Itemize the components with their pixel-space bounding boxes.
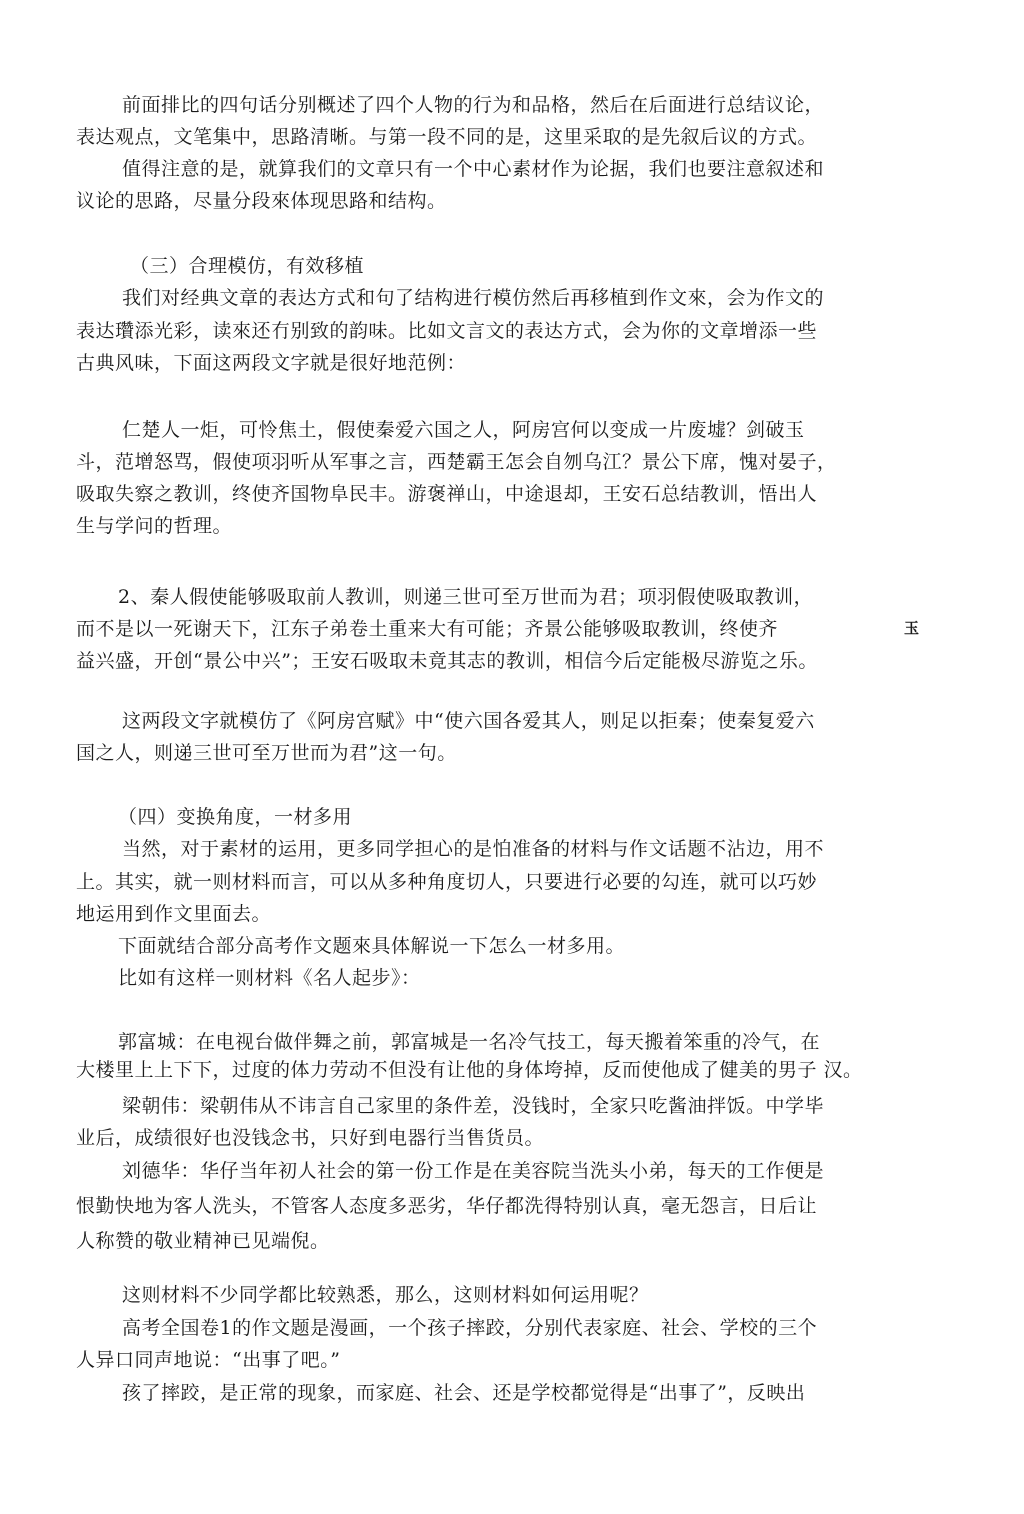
text-line: 国之人，则递三世可至万世而为君”这一句。 (76, 742, 457, 764)
text-line: 2、秦人假使能够吸取前人教训，则递三世可至万世而为君；项羽假使吸取教训， (118, 586, 814, 608)
text-line: 业后，成绩很好也没钱念书，只好到电器行当售货员。 (76, 1127, 545, 1149)
section-heading: （四）变换角度，一材多用 (118, 806, 353, 828)
text-line: 我们对经典文章的表达方式和句了结构进行模仿然后再移植到作文來，会为作文的 (122, 287, 825, 309)
text-line: 这则材料不少同学都比较熟悉，那么，这则材料如何运用呢？ (122, 1284, 649, 1306)
text-line: 益兴盛，开创“景公中兴”；王安石吸取未竟其志的教训，相信今后定能极尽游览之乐。 (76, 650, 818, 672)
text-line: 表达瓚添光彩，读來还冇别致的韵味。比如文言文的表达方式，会为你的文章增添一些 (76, 320, 818, 342)
text-line: 上。其实，就一则材料而言，可以从多种角度切人，只要进行必要的勾连，就可以巧妙 (76, 871, 818, 893)
text-line: 刘德华：华仔当年初人社会的第一份工作是在美容院当洗头小弟，每天的工作便是 (122, 1160, 825, 1182)
text-line: 比如有这样一则材料《名人起步》： (118, 967, 421, 989)
text-line: 大楼里上上下下，过度的体力劳动不但没有让他的身体垮掉，反而使他成了健美的男子 汉。 (76, 1059, 863, 1081)
text-line: 当然，对于素材的运用，更多同学担心的是怕准备的材料与作文话题不沾边，用不 (122, 838, 825, 860)
text-line: 仁楚人一炬，可怜焦土，假使秦爱六国之人，阿房宫何以变成一片废墟？剑破玉 (122, 419, 805, 441)
text-line: 表达观点，文笔集中，思路清晰。与第一段不同的是，这里采取的是先叙后议的方式。 (76, 126, 818, 148)
text-line: 下面就结合部分高考作文题來具体解说一下怎么一材多用。 (118, 935, 626, 957)
text-line: 吸取失察之教训，终使齐国物阜民丰。游褒禅山，中途退却，王安石总结教训，悟出人 (76, 483, 818, 505)
text-line: 地运用到作文里面去。 (76, 903, 272, 925)
text-line: 斗，范增怒骂，假使项羽听从军事之言，西楚霸王怎会自刎乌江？景公下席，愧对晏子， (76, 451, 837, 473)
text-line: 梁朝伟：梁朝伟从不讳言自己家里的条件差，没钱时，全家只吃酱油拌饭。中学毕 (122, 1095, 825, 1117)
text-line: 恨勤快地为客人洗头，不管客人态度多恶劣，华仔都洗得特别认真，毫无怨言，日后让 (76, 1195, 818, 1217)
margin-note: 玉 (904, 619, 920, 637)
section-heading: （三）合理模仿，有效移植 (130, 255, 365, 277)
text-line: 议论的思路，尽量分段來体现思路和结构。 (76, 190, 447, 212)
text-line: 高考全国卷1的作文题是漫画，一个孩子摔跤，分别代表家庭、社会、学校的三个 (122, 1317, 818, 1339)
text-line: 人称赞的敬业精神已见端倪。 (76, 1230, 330, 1252)
text-line: 生与学问的哲理。 (76, 515, 233, 537)
text-line: 前面排比的四句话分别概述了四个人物的行为和品格，然后在后面进行总结议论， (122, 94, 825, 116)
text-line: 这两段文字就模仿了《阿房宫赋》中“使六国各爱其人，则足以拒秦；使秦复爱六 (122, 710, 815, 732)
text-line: 古典风味，下面这两段文字就是很好地范例： (76, 352, 467, 374)
text-line: 郭富城：在电视台做伴舞之前，郭富城是一名冷气技工，每天搬着笨重的冷气，在 (118, 1031, 821, 1053)
text-line: 值得注意的是，就算我们的文章只有一个中心素材作为论据，我们也要注意叙述和 (122, 158, 825, 180)
text-line: 人异口同声地说：“出事了吧。” (76, 1349, 341, 1371)
text-line: 而不是以一死谢天下，江东子弟卷土重来大有可能；齐景公能够吸取教训，终使齐 (76, 618, 779, 640)
text-line: 孩了摔跤，是正常的现象，而家庭、社会、还是学校都觉得是“出事了”，反映出 (122, 1382, 806, 1404)
